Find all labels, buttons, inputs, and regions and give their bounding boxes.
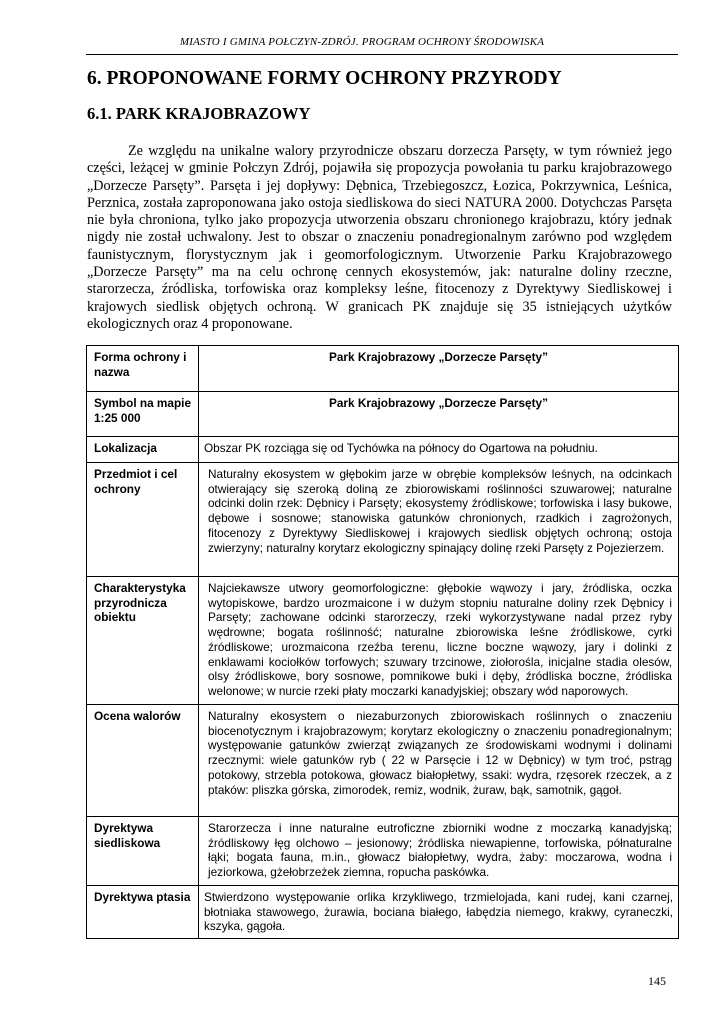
row-value: Stwierdzono występowanie orlika krzykliwego, trzmielojada, kani rudej, kani czarnej, błotniaka stawowego, żurawia, bociana białego, łabędzia niemego, krakwy, cyraneczki, kszyka, gągoła.: [199, 886, 679, 939]
row-value: Park Krajobrazowy „Dorzecze Parsęty”: [199, 346, 679, 392]
header-rule: [86, 54, 678, 55]
row-value: Najciekawsze utwory geomorfologiczne: głębokie wąwozy i jary, źródliska, oczka wytopiskowe, bardzo urozmaicone i w dużym stopniu naturalne doliny rzek Dębnicy i Parsęty; zachowane odcinki starorzeczy, rzeki wykorzystywane nadal przez ryby wędrowne; bogata roślinność; naturalne zbiorowiska leśne źródliskowe, cyrki źródliskowe; urozmaicona rzeźba terenu, liczne boczne wąwozy, jary i dolinki z enklawami kociołków torfowych; szuwary trzcinowe, ziołorośla, inicjalne stadia olesów, olsy źródliskowe, bory sosnowe, pomnikowe buki i dęby, źródliska boczne, źródliska welonowe; w nurcie rzeki płaty moczarki kanadyjskiej; obszary wód naporowych.: [199, 577, 679, 705]
row-value: Park Krajobrazowy „Dorzecze Parsęty”: [199, 392, 679, 437]
row-label: Dyrektywa ptasia: [87, 886, 199, 939]
row-value: Obszar PK rozciąga się od Tychówka na północy do Ogartowa na południu.: [199, 437, 679, 463]
page-number: 145: [648, 974, 666, 988]
table-row: [87, 577, 679, 705]
table-row: [87, 886, 679, 939]
table-row: [87, 817, 679, 886]
row-label: Forma ochrony i nazwa: [87, 346, 199, 392]
row-label: Przedmiot i cel ochrony: [87, 463, 199, 577]
row-value: Naturalny ekosystem w głębokim jarze w obrębie kompleksów leśnych, na odcinkach otwierający się szeroką doliną ze zbiorowiskami roślinności szuwarowej; naturalne odcinki dolin rzek: Dębnicy i Parsęty; ekosystemy źródliskowe; torfowiska i lasy bukowe, dębowe i sosnowe; stanowiska gatunków chronionych, rzadkich i zagrożonych, fitocenozy z Dyrektywy Siedliskowej i krajowych siedlisk objętych ochroną; ostoja zwierzyny; naturalny korytarz ekologiczny spinający dolinę rzeki Parsęty z Pojezierzem.: [199, 463, 679, 577]
row-value: Starorzecza i inne naturalne eutroficzne zbiorniki wodne z moczarką kanadyjską; źródliskowy łęg olchowo – jesionowy; źródliska niewapienne, torfowiska, półnaturalne łąki; bogata fauna, m.in., głowacz białopłetwy, wydra, żaby: moczarowa, wodna i jeziorkowa, gżełobrzeżek ziemna, ropucha paskówka.: [199, 817, 679, 886]
section-title: 6.1. PARK KRAJOBRAZOWY: [87, 104, 311, 123]
row-label: Ocena walorów: [87, 705, 199, 817]
row-label: Lokalizacja: [87, 437, 199, 463]
table-row: [87, 463, 679, 577]
intro-paragraph: Ze względu na unikalne walory przyrodnicze obszaru dorzecza Parsęty, w tym również jego części, leżącej w gminie Połczyn Zdrój, pojawiła się propozycja powołania tu parku krajobrazowego „Dorzecze Parsęty”. Parsęta i jej dopływy: Dębnica, Trzebiegoszcz, Łozica, Pokrzywnica, Leśnica, Perznica, została zaproponowana jako ostoja siedliskowa do sieci NATURA 2000. Dotychczas Parsęta nie była chroniona, tylko jako propozycja utworzenia obszaru chronionego krajobrazu, który jednak nigdy nie został uchwalony. Jest to obszar o znaczeniu ponadregionalnym zarówno pod względem faunistycznym, florystycznym jak i geomorfologicznym. Utworzenie Parku Krajobrazowego „Dorzecze Parsęty” ma na celu ochronę cennych ekosystemów, jak: naturalne doliny rzeczne, starorzecza, źródliska, torfowiska oraz kompleksy leśne, fitocenozy z Dyrektywy Siedliskowej i krajowych siedlisk objętych ochroną. W granicach PK znajduje się 35 istniejących użytków ekologicznych oraz 4 proponowane.: [87, 143, 672, 332]
table-row: [87, 705, 679, 817]
chapter-title: 6. PROPONOWANE FORMY OCHRONY PRZYRODY: [87, 68, 562, 89]
running-header: MIASTO I GMINA POŁCZYN-ZDRÓJ. PROGRAM OCHRONY ŚRODOWISKA: [179, 36, 545, 48]
table-row: [87, 437, 679, 463]
table-row: [87, 346, 679, 392]
row-label: Charakterystyka przyrodnicza obiektu: [87, 577, 199, 705]
table-row: [87, 392, 679, 437]
row-label: Dyrektywa siedliskowa: [87, 817, 199, 886]
protection-form-table: [86, 345, 679, 939]
row-label: Symbol na mapie 1:25 000: [87, 392, 199, 437]
row-value: Naturalny ekosystem o niezaburzonych zbiorowiskach roślinnych o znaczeniu biocenotycznym i krajobrazowym; korytarz ekologiczny o znaczeniu ponadregionalnym; występowanie gatunków zwierząt związanych ze środowiskami wodnymi i dolinami rzecznymi: wiele gatunków ryb ( 22 w Parsęcie i 12 w Dębnicy) w tym troć, pstrąg potokowy, strzebla potokowa, głowacz białopłetwy, ssaki: wydra, rzęsorek rzeczek, a z ptaków: pliszka górska, zimorodek, remiz, wodnik, żuraw, bąk, samotnik, gągoł.: [199, 705, 679, 817]
